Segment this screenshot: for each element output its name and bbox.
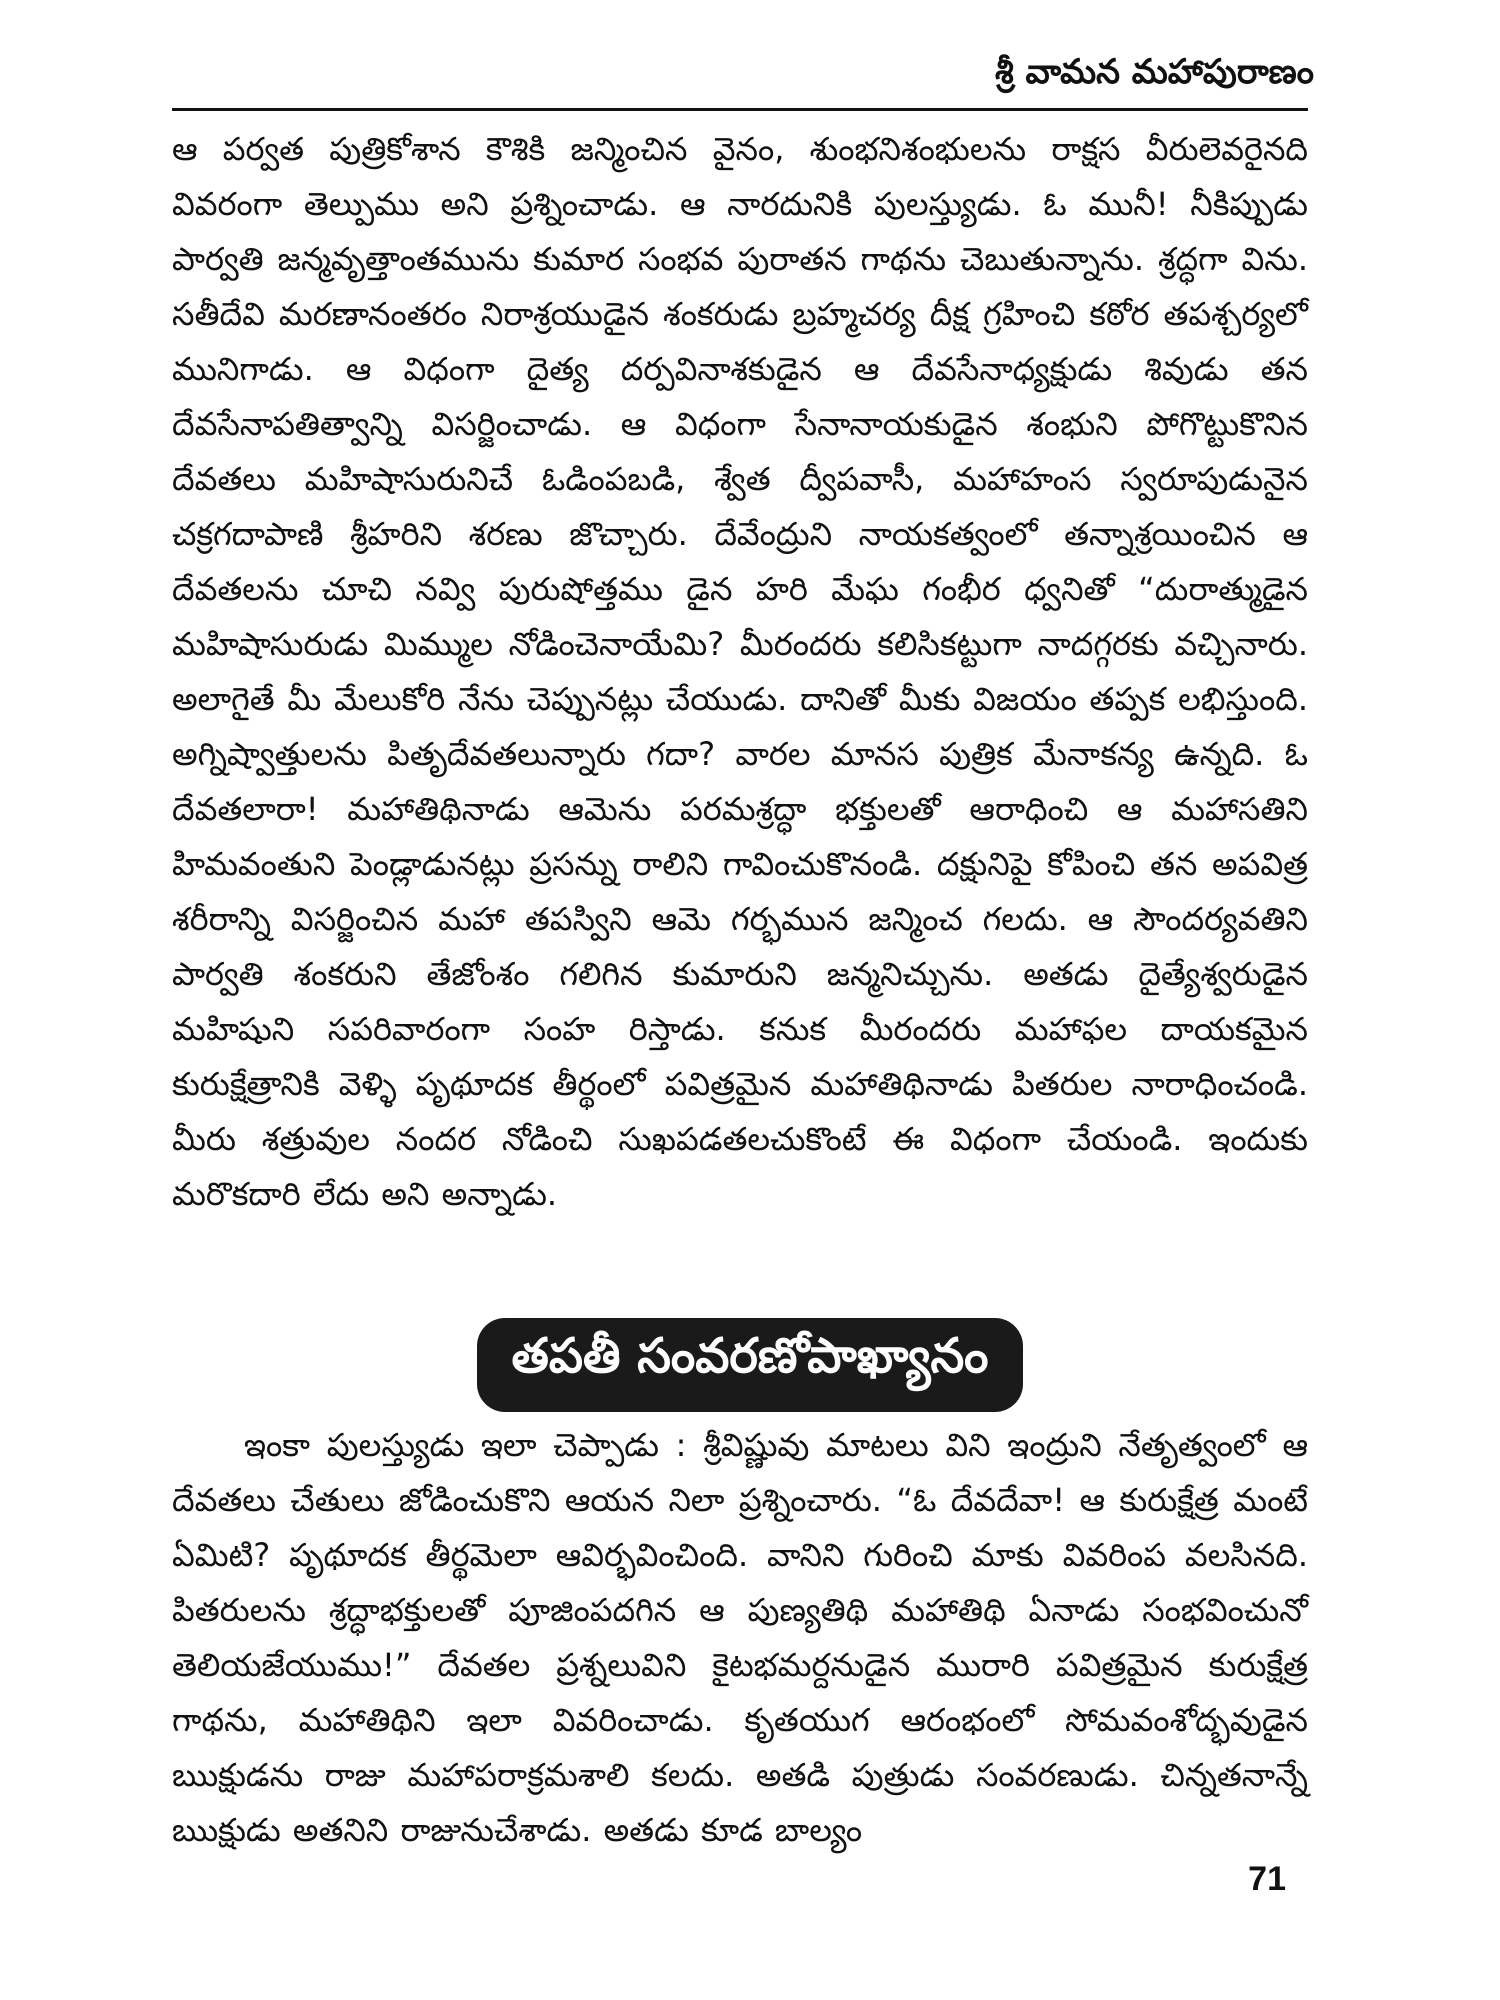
section-heading-container: [0, 1318, 1500, 1412]
running-header-title: శ్రీ వామన మహాపురాణం: [995, 52, 1314, 92]
body-paragraph-2: ఇంకా పులస్త్యుడు ఇలా చెప్పాడు : శ్రీవిష్ణువు మాటలు విని ఇంద్రుని నేతృత్వంలో ఆ దేవతలు చేతులు జోడించుకొని ఆయన నిలా ప్రశ్నించారు. “ఓ దేవదేవా! ఆ కురుక్షేత్ర మంటే ఏమిటి? పృథూదక తీర్థమెలా ఆవిర్భవించింది. వానిని గురించి మాకు వివరింప వలసినది. పితరులను శ్రద్ధాభక్తులతో పూజింపదగిన ఆ పుణ్యతిథి మహాతిథి ఏనాడు సంభవించునో తెలియజేయుము!” దేవతల ప్రశ్నలువిని కైటభమర్దనుడైన మురారి పవిత్రమైన కురుక్షేత్ర గాథను, మహాతిథిని ఇలా వివరించాడు. కృతయుగ ఆరంభంలో సోమవంశోద్భవుడైన ఋక్షుడను రాజు మహాపరాక్రమశాలి కలదు. అతడి పుత్రుడు సంవరణుడు. చిన్నతనాన్నే ఋక్షుడు అతనిని రాజునుచేశాడు. అతడు కూడ బాల్యం: [172, 1426, 1308, 1849]
section-heading: తపతీ సంవరణోపాఖ్యానం: [477, 1318, 1022, 1412]
body-paragraph-1: ఆ పర్వత పుత్రికోశాన కౌశికి జన్మించిన వైనం, శుంభనిశంభులను రాక్షస వీరులెవరైనది వివరంగా తెల్పుము అని ప్రశ్నించాడు. ఆ నారదునికి పులస్త్యుడు. ఓ మునీ! నీకిప్పుడు పార్వతి జన్మవృత్తాంతమును కుమార సంభవ పురాతన గాథను చెబుతున్నాను. శ్రద్ధగా విను. సతీదేవి మరణానంతరం నిరాశ్రయుడైన శంకరుడు బ్రహ్మచర్య దీక్ష గ్రహించి కఠోర తపశ్చర్యలో మునిగాడు. ఆ విధంగా దైత్య దర్పవినాశకుడైన ఆ దేవసేనాధ్యక్షుడు శివుడు తన దేవసేనాపతిత్వాన్ని విసర్జించాడు. ఆ విధంగా సేనానాయకుడైన శంభుని పోగొట్టుకొనిన దేవతలు మహిషాసురునిచే ఓడింపబడి, శ్వేత ద్వీపవాసీ, మహాహంస స్వరూపుడునైన చక్రగదాపాణి శ్రీహరిని శరణు జొచ్చారు. దేవేంద్రుని నాయకత్వంలో తన్నాశ్రయించిన ఆ దేవతలను చూచి నవ్వి పురుషోత్తము డైన హరి మేఘ గంభీర ధ్వనితో “దురాత్ముడైన మహిషాసురుడు మిమ్ముల నోడించెనాయేమి? మీరందరు కలిసికట్టుగా నాదగ్గరకు వచ్చినారు. అలాగైతే మీ మేలుకోరి నేను చెప్పునట్లు చేయుడు. దానితో మీకు విజయం తప్పక లభిస్తుంది. అగ్నిష్వాత్తులను పితృదేవతలున్నారు గదా? వారల మానస పుత్రిక మేనాకన్య ఉన్నది. ఓ దేవతలారా! మహాతిథినాడు ఆమెను పరమశ్రద్ధా భక్తులతో ఆరాధించి ఆ మహాసతిని హిమవంతుని పెండ్లాడునట్లు ప్రసన్ను రాలిని గావించుకొనండి. దక్షునిపై కోపించి తన అపవిత్ర శరీరాన్ని విసర్జించిన మహా తపస్విని ఆమె గర్భమున జన్మించ గలదు. ఆ సౌందర్యవతిని పార్వతి శంకరుని తేజోంశం గలిగిన కుమారుని జన్మనిచ్చును. అతడు దైత్యేశ్వరుడైన మహిషుని సపరివారంగా సంహ రిస్తాడు. కనుక మీరందరు మహాఫల దాయకమైన కురుక్షేత్రానికి వెళ్ళి పృథూదక తీర్థంలో పవిత్రమైన మహాతిథినాడు పితరుల నారాధించండి. మీరు శత్రువుల నందర నోడించి సుఖపడతలచుకొంటే ఈ విధంగా చేయండి. ఇందుకు మరొకదారి లేదు అని అన్నాడు.: [172, 130, 1308, 1213]
page-number: 71: [1248, 1860, 1286, 1898]
header-rule: [172, 108, 1308, 111]
